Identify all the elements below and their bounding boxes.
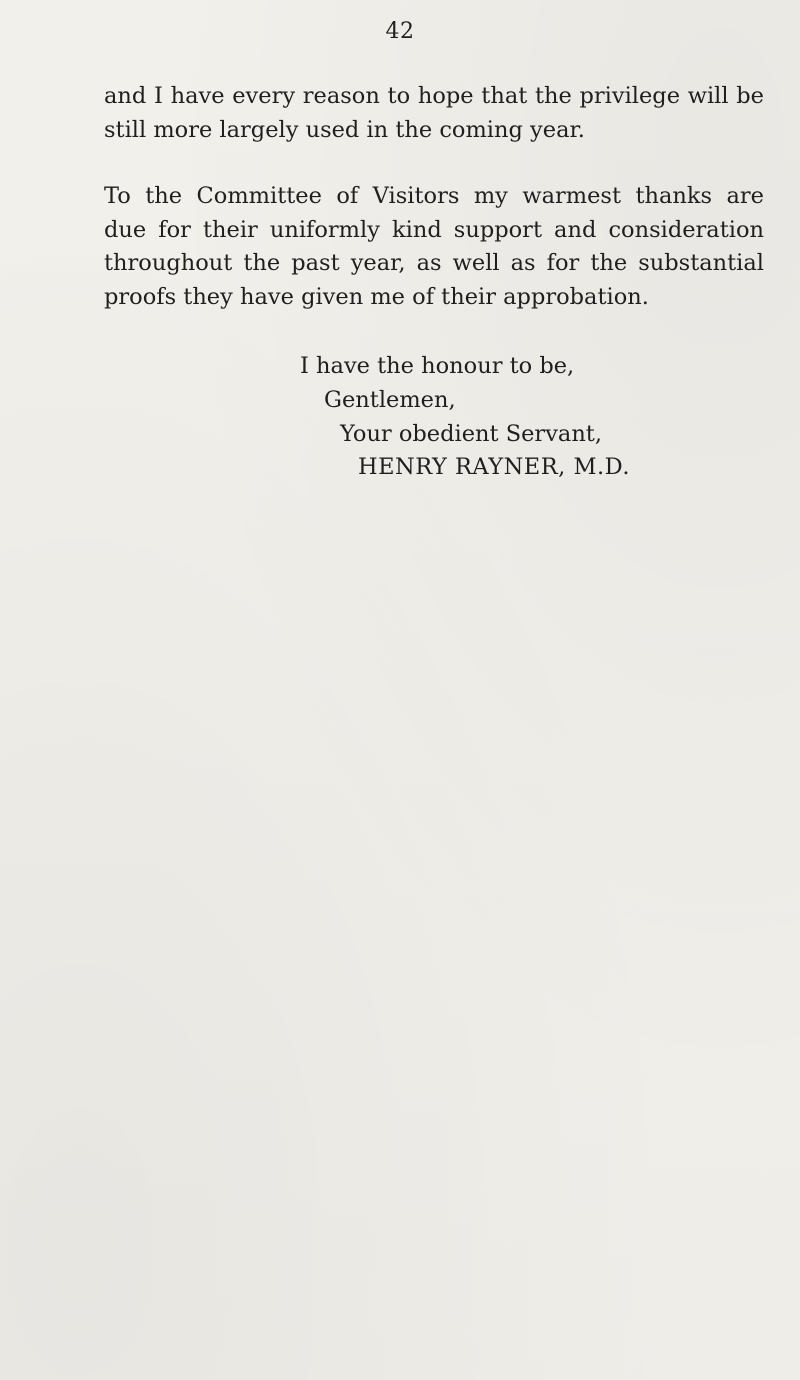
closing-line: I have the honour to be, <box>300 353 575 379</box>
salutation: Gentlemen, <box>324 387 456 413</box>
page-number: 42 <box>385 19 415 44</box>
paragraph-line: still more largely used in the coming year. <box>104 116 585 143</box>
paragraph-privilege <box>104 80 764 147</box>
paragraph-line: and I have every reason to hope that the privilege will be <box>104 83 764 109</box>
paragraph-thanks <box>104 180 764 314</box>
subscription: Your obedient Servant, <box>340 421 603 447</box>
paragraph-line: proofs they have given me of their approbation. <box>104 283 649 310</box>
paragraph-line: throughout the past year, as well as for the substantial <box>104 250 764 276</box>
paragraph-line: due for their uniformly kind support and consideration <box>104 216 764 243</box>
paragraph-line: To the Committee of Visitors my warmest thanks are <box>104 183 764 209</box>
signature: HENRY RAYNER, M.D. <box>358 454 631 480</box>
